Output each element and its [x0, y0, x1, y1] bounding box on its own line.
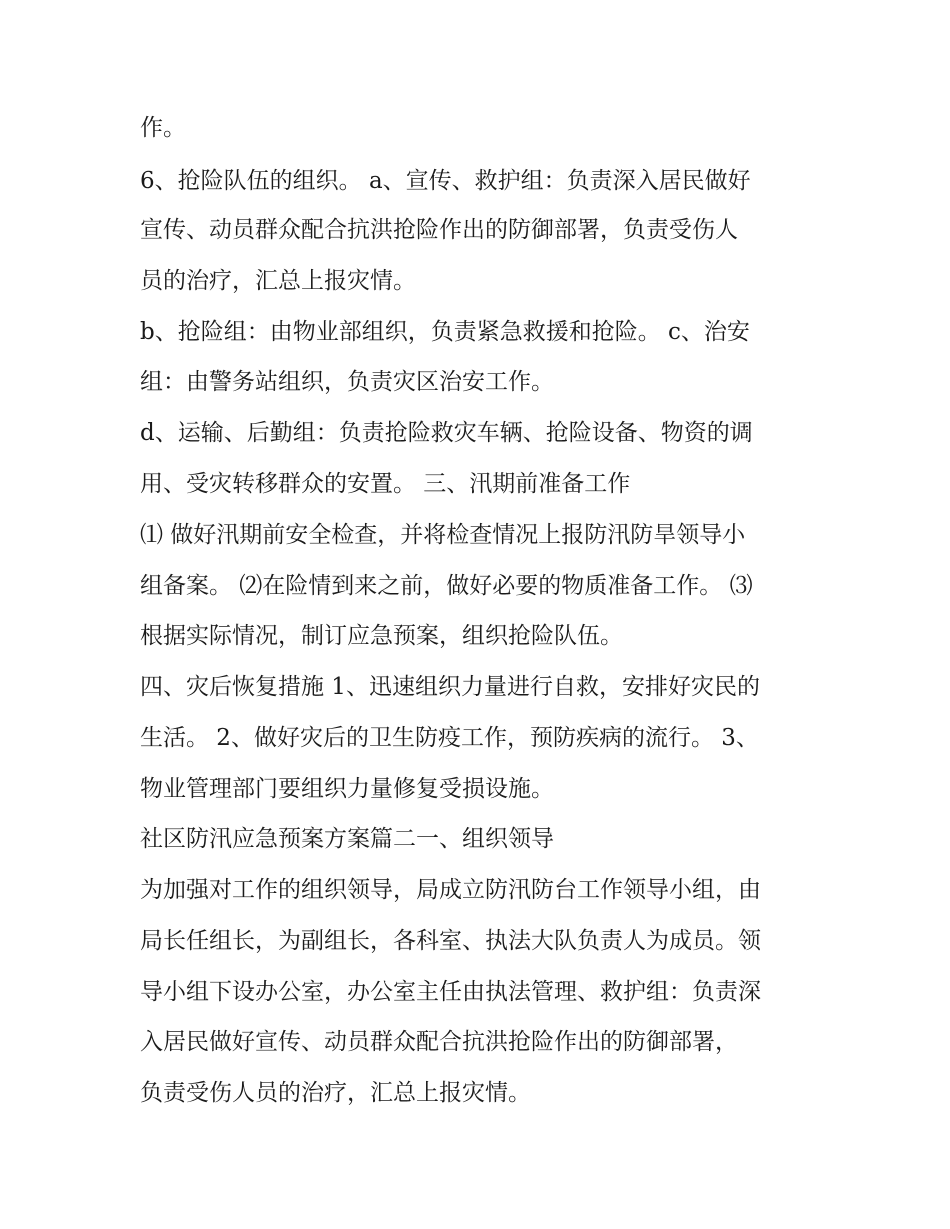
text-line: 为加强对工作的组织领导，局成立防汛防台工作领导小组，由 [140, 877, 761, 903]
text-line: 宣传、动员群众配合抗洪抢险作出的防御部署，负责受伤人 [140, 217, 738, 243]
text-line: 组备案。 ⑵在险情到来之前，做好必要的物质准备工作。 ⑶ [140, 573, 753, 599]
text-line: 社区防汛应急预案方案篇二一、组织领导 [140, 826, 554, 852]
text-line: 员的治疗，汇总上报灾情。 [140, 268, 416, 294]
text-line: 负责受伤人员的治疗，汇总上报灾情。 [140, 1080, 531, 1106]
text-line: 组：由警务站组织，负责灾区治安工作。 [140, 369, 554, 395]
text-line: b、抢险组：由物业部组织，负责紧急救援和抢险。 c、治安 [140, 319, 750, 345]
text-line: 导小组下设办公室，办公室主任由执法管理、救护组：负责深 [140, 979, 761, 1005]
text-line: 6、抢险队伍的组织。 a、宣传、救护组：负责深入居民做好 [140, 168, 751, 194]
text-line: 作。 [140, 115, 186, 141]
text-line: 物业管理部门要组织力量修复受损设施。 [140, 776, 554, 802]
text-line: 生活。 2、做好灾后的卫生防疫工作，预防疾病的流行。 3、 [140, 725, 759, 751]
text-line: 根据实际情况，制订应急预案，组织抢险队伍。 [140, 623, 623, 649]
text-line: 局长任组长，为副组长，各科室、执法大队负责人为成员。领 [140, 928, 761, 954]
text-line: ⑴ 做好汛期前安全检查，并将检查情况上报防汛防旱领导小 [140, 522, 746, 548]
text-line: 四、灾后恢复措施 1、迅速组织力量进行自救，安排好灾民的 [140, 674, 760, 700]
text-line: 用、受灾转移群众的安置。 三、汛期前准备工作 [140, 471, 631, 497]
text-line: 入居民做好宣传、动员群众配合抗洪抢险作出的防御部署， [140, 1029, 738, 1055]
text-line: d、运输、后勤组：负责抢险救灾车辆、抢险设备、物资的调 [140, 420, 753, 446]
